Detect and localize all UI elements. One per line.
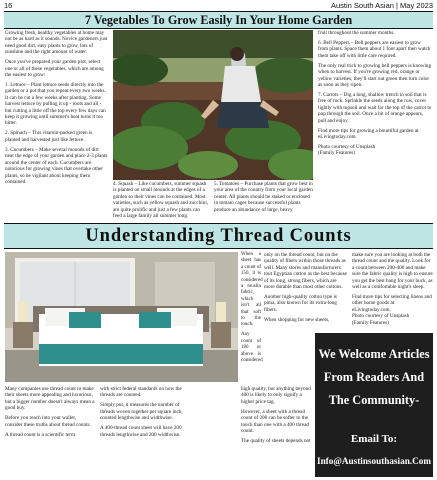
paragraph: Many companies use thread count to make their sheets more appealing and luxurious, but a bigger number doesn't always mean a good buy. <box>5 386 95 412</box>
page-header <box>4 1 433 11</box>
paragraph: The only real trick to growing bell peppers is knowing when to harvest. If you're growing red, orange or yellow varieties, they'll start out green then turn color as soon as they ripen. <box>318 62 432 89</box>
paragraph: Growing fresh, healthy vegetables at home may not be as hard as it sounds. Novice gardeners just need good dirt, easy plants to grow, lots of sunshine and the right amount of water. <box>5 30 108 56</box>
paragraph: Any count of 180 or above is considered <box>241 332 263 364</box>
vegetables-headline: 7 Vegetables To Grow Easily In Your Home Garden <box>4 11 433 29</box>
publication-issue: Austin South Asian | May 2023 <box>330 1 433 10</box>
thread-counts-right-column <box>352 252 433 330</box>
paragraph: When shopping for new sheets, <box>264 316 330 323</box>
ad-email-label: Email To: <box>350 433 398 445</box>
paragraph: A thread count is a scientific term <box>5 431 76 438</box>
paragraph: 5. Tomatoes – Purchase plants that grow best in your area of the country from your local garden center. All plants should be staked or enclosed in tomato cages because successful plants produce an abundance of large, heavy <box>214 181 313 213</box>
thread-counts-bottom-column-3 <box>241 386 313 448</box>
photo-credit: Find more tips for selecting linens and other home goods at eLivingtoday.com. Photo courtesy of Unsplash (Family Features) <box>352 294 432 326</box>
paragraph: A 400-thread count sheet will have 200 threads lengthwise and 200 widthwise. <box>100 425 182 438</box>
vegetables-column-2 <box>113 181 210 223</box>
paragraph: Find more tips for growing a bountiful garden at eLivingtoday.com. <box>318 127 419 141</box>
paragraph: fruit throughout the summer months. <box>318 30 395 36</box>
paragraph: high quality, but anything beyond 400 is likely to only signify a higher price tag. <box>241 386 311 405</box>
garden-photo-image <box>113 30 313 180</box>
paragraph: 7. Carrots – Dig a long, shallow trench in soil that is free of rock. Sprinkle the seeds along the row, cover lightly with topsoil and wait for the top of the carrot to pop through the soil. Once a bit of orange appears, pull and enjoy. <box>318 92 432 124</box>
bedroom-photo <box>5 252 238 382</box>
paragraph: Simply put, it measures the number of threads woven together per square inch, counted lengthwise and widthwise. <box>100 402 183 422</box>
thread-counts-narrow-column <box>241 252 261 368</box>
vegetables-column-3 <box>214 181 313 217</box>
photo-credit: Photo courtesy of Unsplash (Family Features) <box>318 144 376 157</box>
paragraph: with strict federal standards on how the threads are counted. <box>100 386 182 399</box>
page-number: 16 <box>4 1 13 10</box>
bedroom-photo-image <box>5 252 238 382</box>
paragraph: Once you've prepared your garden plot, select one or all of these vegetables, which are among the easiest to grow: <box>5 59 104 79</box>
paragraph: Before you reach into your wallet, consider these truths about thread counts. <box>5 415 91 428</box>
ad-line-2: From Readers And <box>323 370 425 384</box>
thread-counts-bottom-column-2 <box>100 386 188 442</box>
paragraph: 4. Squash – Like cucumbers, summer squash is planted on small mounds at the edges of a garden so their vines can be contained. Most varieties, such as yellow squash and zucchini, are quite prolific and just a few plants can feed a large family all summer long. <box>113 181 209 220</box>
vegetables-column-1 <box>5 30 108 189</box>
paragraph: However, a sheet with a thread count of 200 can be softer to the touch than one with a 400 thread count. <box>241 408 309 435</box>
vegetables-column-4 <box>318 30 432 160</box>
community-articles-ad <box>315 333 433 477</box>
paragraph: 2. Spinach – This vitamin-packed green is planted and harvested just like lettuce. <box>5 130 93 143</box>
paragraph: 1. Lettuce – Plant lettuce seeds directly into the garden or a pot that you repeat every two weeks. It can be cut a few weeks after planting. Some harvest lettuce by pulling it up - roots and all - but cutting a little off the top every few days can keep it growing until summer's heat turns it too bitter. <box>5 82 106 127</box>
garden-photo <box>113 30 313 180</box>
paragraph: make sure you are looking at both the thread count and the quality. Look for a count between 200-400 and make sure the fabric quality is high to ensure you get the best bang for your buck, as well as a comfortable night's sleep. <box>352 252 433 291</box>
paragraph: The quality of sheets depends not <box>241 438 311 445</box>
ad-email-address[interactable]: Info@Austinsouthasian.Com <box>317 456 431 466</box>
paragraph: When a sheet has a count of 150, it is considered a muslin fabric, which isn't all that soft to the touch. <box>241 252 263 328</box>
paragraph: 3. Cucumbers – Make several mounds of dirt near the edge of your garden and place 2-3 plants around the center of each. Cucumbers are notorious for growing vines that overtake other plants, so be vigilant about keeping them contained. <box>5 146 108 185</box>
thread-counts-headline: Understanding Thread Counts <box>4 223 433 249</box>
thread-counts-bottom-column-1 <box>5 386 95 442</box>
paragraph: 6. Bell Peppers – Bell peppers are easiest to grow from plants. Space them about 1 foot apart then watch them take off with little care required. <box>318 40 431 59</box>
paragraph: Another high-quality cotton type is pima, also known for its extra-long fibers. <box>264 294 337 313</box>
thread-counts-middle-column <box>264 252 348 327</box>
paragraph: only on the thread count, but on the quality of fibers within those threads as well. Many stores and manufacturers tout Egyptian cotton as the best because of its long, strong fibers, which are more durable than most other cottons. <box>264 252 347 291</box>
ad-line-1: We Welcome Articles <box>318 347 430 361</box>
ad-line-3: The Community- <box>328 393 420 407</box>
